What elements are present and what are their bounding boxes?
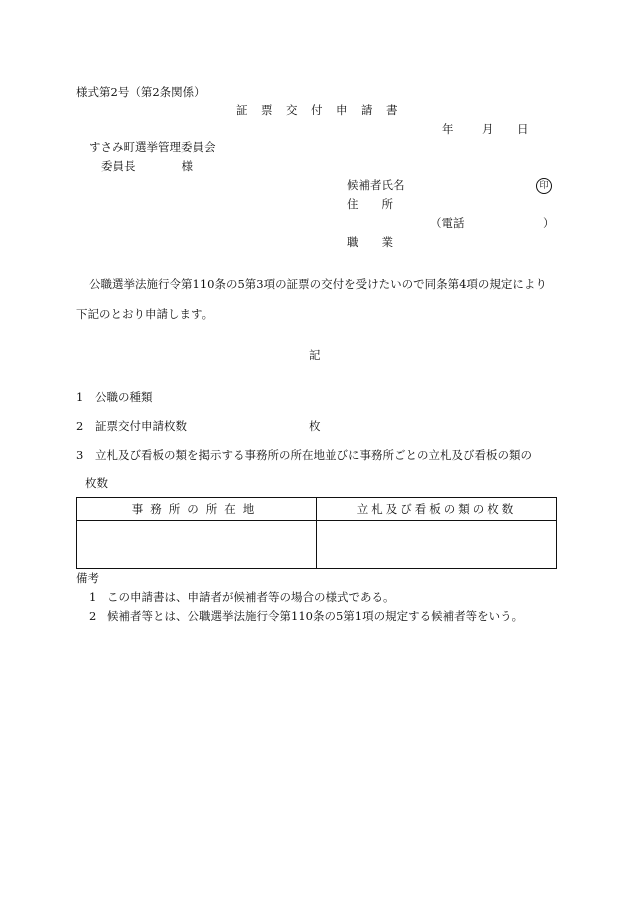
phone-close: ） <box>543 216 555 230</box>
office-address-cell[interactable] <box>77 521 317 569</box>
item-2-unit: 枚 <box>309 419 321 433</box>
item-3-continuation: 枚数 <box>85 476 108 490</box>
sign-count-header: 立札及び看板の類の枚数 <box>317 498 557 521</box>
body-text-line1: 公職選挙法施行令第110条の5第3項の証票の交付を受けたいので同条第4項の規定により <box>89 277 547 291</box>
body-text-line2: 下記のとおり申請します。 <box>76 307 214 321</box>
occupation-label: 職 業 <box>347 235 393 249</box>
remark-2-number: 2 <box>89 609 97 623</box>
addressee-committee: すさみ町選挙管理委員会 <box>89 140 216 154</box>
seal-mark: 印 <box>536 178 552 194</box>
date-month-label: 月 <box>482 122 494 136</box>
address-label: 住 所 <box>347 197 393 211</box>
office-table <box>76 497 557 569</box>
candidate-name-label: 候補者氏名 <box>347 178 405 192</box>
ki-heading: 記 <box>309 348 321 362</box>
item-1-text: 公職の種類 <box>95 390 153 404</box>
remark-2-text: 候補者等とは、公職選挙法施行令第110条の5第1項の規定する候補者等をいう。 <box>107 609 524 623</box>
addressee-chair: 委員長 様 <box>101 159 193 173</box>
date-year-label: 年 <box>442 122 454 136</box>
remark-1-text: この申請書は、申請者が候補者等の場合の様式である。 <box>107 590 395 604</box>
item-2-number: 2 <box>76 419 84 433</box>
date-day-label: 日 <box>517 122 529 136</box>
item-1-number: 1 <box>76 390 84 404</box>
form-number: 様式第2号（第2条関係） <box>76 85 206 99</box>
sign-count-cell[interactable] <box>317 521 557 569</box>
form-title: 証 票 交 付 申 請 書 <box>236 103 399 117</box>
phone-label: （電話 <box>430 216 465 230</box>
item-2-text: 証票交付申請枚数 <box>95 419 187 433</box>
remark-1-number: 1 <box>89 590 97 604</box>
remarks-title: 備考 <box>76 571 99 585</box>
item-3-number: 3 <box>76 448 84 462</box>
office-address-header: 事務所の所在地 <box>77 498 317 521</box>
item-3-text: 立札及び看板の類を掲示する事務所の所在地並びに事務所ごとの立札及び看板の類の <box>95 448 532 462</box>
